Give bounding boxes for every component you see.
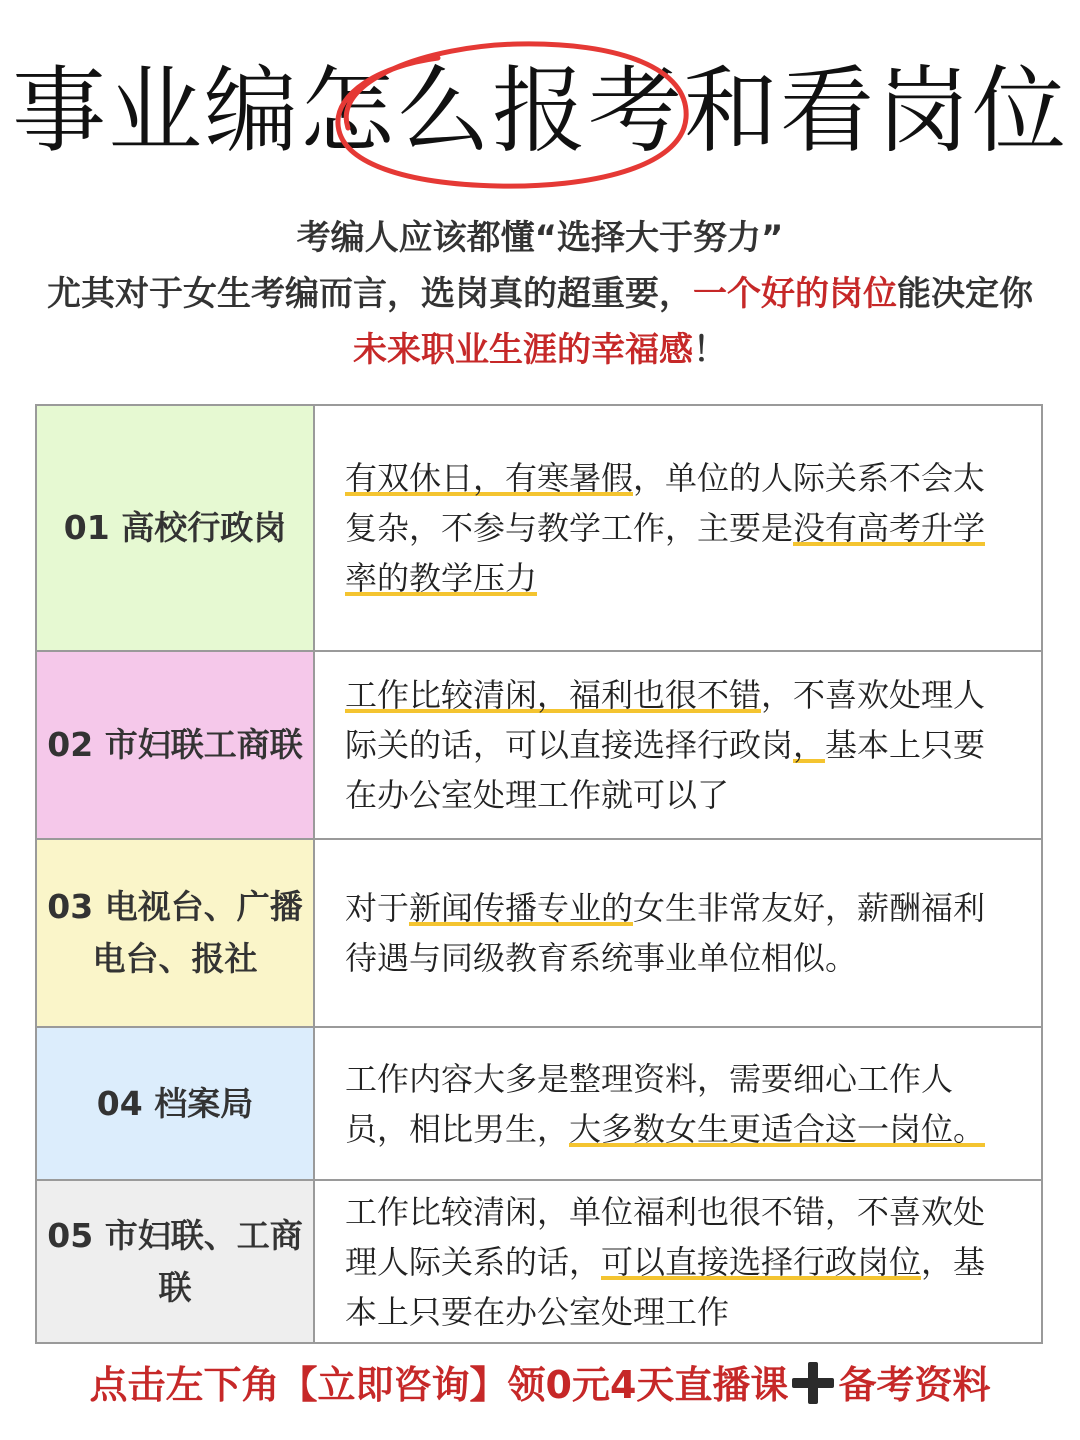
- row-desc-cell: [315, 840, 1041, 1026]
- intro-text: [40, 210, 1040, 378]
- intro-end-mark: ！: [693, 330, 727, 370]
- row-label-cell: [37, 1181, 315, 1342]
- row-desc-cell: [315, 1028, 1041, 1179]
- positions-table: [35, 404, 1043, 1344]
- row-desc: [345, 1187, 1011, 1337]
- row-label-cell: [37, 406, 315, 650]
- highlighted-text: 工作比较清闲，福利也很不错: [345, 676, 762, 714]
- title-part-3: 和看岗位: [684, 57, 1069, 166]
- plus-icon: [792, 1362, 834, 1404]
- row-label: 01 高校行政岗: [63, 508, 287, 547]
- title-part-2-circled: 怎么报考: [299, 57, 684, 166]
- row-desc: [345, 883, 1011, 983]
- desc-text: ，基本上只要在办公室处理工作: [345, 1242, 986, 1331]
- row-desc: [345, 1054, 1011, 1154]
- highlighted-text: 有双休日，有寒暑假: [345, 459, 634, 497]
- highlighted-text: 可以直接选择行政岗位: [601, 1242, 922, 1281]
- table-row: [37, 406, 1041, 650]
- table-row: [37, 1179, 1041, 1342]
- intro-line-1: 考编人应该都懂“选择大于努力”: [296, 218, 784, 258]
- footer-text-2: 备考资料: [838, 1363, 991, 1407]
- row-desc: [345, 670, 1011, 820]
- table-row: [37, 650, 1041, 838]
- row-label: 02 市妇联工商联: [47, 725, 303, 764]
- desc-text: 工作内容大多是整理资料，需要细心工作人员，相比男生，: [345, 1059, 954, 1148]
- row-label-cell: [37, 652, 315, 838]
- row-desc: [345, 453, 1011, 603]
- title-part-1: 事业编: [11, 57, 300, 166]
- desc-text: 工作比较清闲，单位福利也很不错，不喜欢处理人际关系的话，: [345, 1192, 986, 1281]
- highlighted-text: 大多数女生更适合这一岗位。: [569, 1109, 986, 1148]
- desc-text: 对于: [345, 889, 410, 927]
- highlighted-text: 新闻传播专业的: [409, 889, 634, 927]
- footer-text-1: 点击左下角【立即咨询】领0元4天直播课: [89, 1363, 789, 1407]
- desc-text: ，不喜欢处理人际关的话，可以直接选择行政岗: [345, 676, 986, 764]
- highlighted-text: ，: [793, 726, 826, 764]
- highlighted-text: 没有高考升学率的教学压力: [345, 509, 986, 597]
- desc-text: 基本上只要在办公室处理工作就可以了: [345, 726, 986, 814]
- footer-cta[interactable]: [0, 1355, 1080, 1415]
- desc-text: ，单位的人际关系不会太复杂，不参与教学工作，主要是: [345, 459, 986, 547]
- row-label-cell: [37, 840, 315, 1026]
- intro-red-phrase-1: 一个好的岗位: [693, 274, 897, 314]
- intro-line-3-text: 能决定你: [897, 274, 1033, 314]
- table-row: [37, 838, 1041, 1026]
- row-desc-cell: [315, 1181, 1041, 1342]
- row-desc-cell: [315, 406, 1041, 650]
- row-label: 05 市妇联、工商联: [47, 1215, 303, 1307]
- row-label-cell: [37, 1028, 315, 1179]
- page-title: [0, 52, 1080, 172]
- row-label: 03 电视台、广播电台、报社: [47, 887, 303, 978]
- desc-text: 女生非常友好，薪酬福利待遇与同级教育系统事业单位相似。: [345, 889, 986, 977]
- intro-line-2: [40, 266, 1040, 378]
- table-row: [37, 1026, 1041, 1179]
- intro-red-phrase-2: 未来职业生涯的幸福感: [353, 330, 693, 370]
- row-desc-cell: [315, 652, 1041, 838]
- row-label: 04 档案局: [96, 1083, 254, 1123]
- intro-line-2-text: 尤其对于女生考编而言，选岗真的超重要，: [47, 274, 693, 314]
